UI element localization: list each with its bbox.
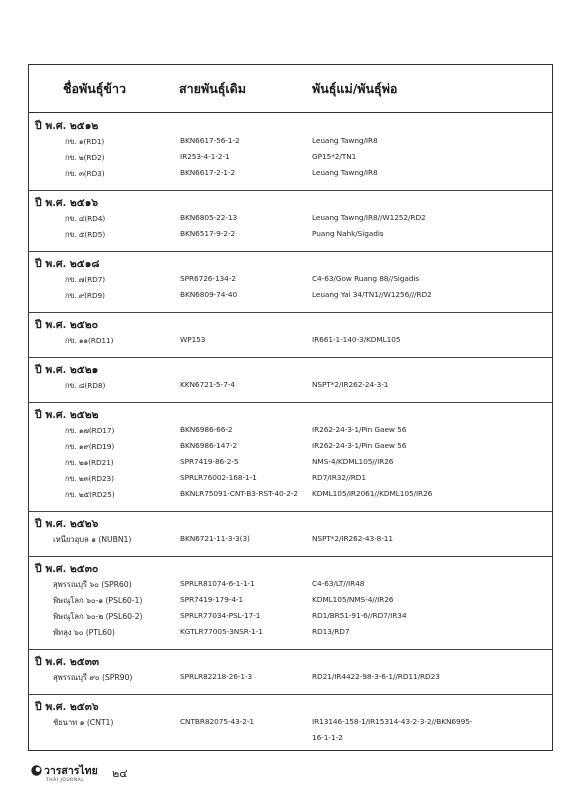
parents: KDML105/IR2061//KDML105/IR26 xyxy=(312,489,433,498)
original-line: SPR7419-86-2-5 xyxy=(180,457,239,466)
parents-cell xyxy=(312,274,419,283)
page-number: ๒๔ xyxy=(112,767,128,780)
year-heading: ปี พ.ศ. ๒๕๒๐ xyxy=(35,319,99,331)
year-heading: ปี พ.ศ. ๒๕๒๑ xyxy=(35,364,99,376)
section-divider xyxy=(29,511,552,512)
variety-name: กข. ๒(RD2) xyxy=(65,153,105,162)
parents: NSPT*2/IR262-24-3-1 xyxy=(312,380,389,389)
original-line: BKN6986-66-2 xyxy=(180,425,233,434)
original-line: CNTBR82075-43-2-1 xyxy=(180,717,255,726)
parents: C4-63/LT//IR48 xyxy=(312,579,365,588)
section-divider xyxy=(29,649,552,650)
variety-name: พิษณุโลก ๖๐-๑ (PSL60-1) xyxy=(53,596,143,605)
original-line: SPRLR76002-168-1-1 xyxy=(180,473,257,482)
table-row xyxy=(29,489,552,505)
parents-cell xyxy=(312,595,393,604)
variety-name: กข. ๑๑(RD11) xyxy=(65,336,114,345)
table-row xyxy=(29,136,552,152)
original-line: BKN6517-9-2-2 xyxy=(180,229,236,238)
parents: Puang Nahk/Sigadis xyxy=(312,229,384,238)
original-line: BKN6986-147-2 xyxy=(180,441,238,450)
journal-name: วารสารไทย xyxy=(44,765,98,777)
variety-name: กข. ๒๓(RD23) xyxy=(65,474,114,483)
original-line: BKN6809-74-40 xyxy=(180,290,238,299)
table-row xyxy=(29,152,552,168)
parents: Leuang Tawng/IR8 xyxy=(312,168,378,177)
section-divider xyxy=(29,694,552,695)
year-heading: ปี พ.ศ. ๒๕๑๖ xyxy=(35,197,99,209)
variety-name: กข. ๕(RD5) xyxy=(65,230,106,239)
variety-name: เหนียวอุบล ๑ (NUBN1) xyxy=(53,535,132,544)
table-row xyxy=(29,335,552,351)
parents: C4-63/Gow Ruang 88//Sigadis xyxy=(312,274,420,283)
variety-name: กข. ๔(RD4) xyxy=(65,214,106,223)
table-row xyxy=(29,473,552,489)
section-divider xyxy=(29,251,552,252)
year-heading: ปี พ.ศ. ๒๕๓๐ xyxy=(35,563,99,575)
parents-cell xyxy=(312,229,384,238)
variety-name: กข. ๑๙(RD19) xyxy=(65,442,115,451)
year-heading: ปี พ.ศ. ๒๕๒๒ xyxy=(35,409,99,421)
original-line: SPRLR77034-PSL-17-1 xyxy=(180,611,261,620)
table-row xyxy=(29,672,552,688)
original-line: KKN6721-5-7-4 xyxy=(180,380,235,389)
variety-name: สุพรรณบุรี ๙๐ (SPR90) xyxy=(53,673,133,682)
original-line: IR253-4-1-2-1 xyxy=(180,152,230,161)
original-line: BKN6805-22-13 xyxy=(180,213,238,222)
variety-name: กข. ๒๑(RD21) xyxy=(65,458,114,467)
table-row xyxy=(29,274,552,290)
variety-name: พิษณุโลก ๖๐-๒ (PSL60-2) xyxy=(53,612,143,621)
section-divider xyxy=(29,312,552,313)
variety-name: กข. ๙(RD9) xyxy=(65,291,105,300)
parents-cell xyxy=(312,672,440,681)
parents: IR661-1-140-3/KDML105 xyxy=(312,335,401,344)
year-heading: ปี พ.ศ. ๒๕๒๖ xyxy=(35,518,99,530)
table-row xyxy=(29,290,552,306)
parents: Leuang Tawng/IR8 xyxy=(312,136,378,145)
table-row xyxy=(29,168,552,184)
original-line: SPRLR81074-6-1-1-1 xyxy=(180,579,255,588)
year-heading: ปี พ.ศ. ๒๕๑๘ xyxy=(35,258,100,270)
variety-name: พัทลุง ๖๐ (PTL60) xyxy=(53,628,115,637)
table-row xyxy=(29,627,552,643)
year-heading: ปี พ.ศ. ๒๕๑๒ xyxy=(35,120,99,132)
original-line: BKNLR75091-CNT-B3-RST-40-2-2 xyxy=(180,489,298,498)
header-variety-name: ชื่อพันธุ์ข้าว xyxy=(63,81,126,96)
section-divider xyxy=(29,556,552,557)
table-row xyxy=(29,441,552,457)
original-line: SPRLR82218-26-1-3 xyxy=(180,672,253,681)
table-header xyxy=(29,65,552,112)
parents-cell xyxy=(312,489,432,498)
header-divider xyxy=(29,112,552,113)
parents: RD21/IR4422-98-3-6-1//RD11/RD23 xyxy=(312,672,440,681)
parents: NMS-4/KDML105//IR26 xyxy=(312,457,394,466)
parents: Leuang Yai 34/TN1//W1256///RD2 xyxy=(312,290,432,299)
section-divider xyxy=(29,190,552,191)
parents-cell xyxy=(312,380,388,389)
parents: GP15*2/TN1 xyxy=(312,152,357,161)
parents-cell xyxy=(312,717,472,742)
parents-cell xyxy=(312,627,349,636)
variety-name: กข. ๑๗(RD17) xyxy=(65,426,115,435)
parents: IR262-24-3-1/Pin Gaew 56 xyxy=(312,425,407,434)
parents: RD1/BR51-91-6//RD7/IR34 xyxy=(312,611,407,620)
table-row xyxy=(29,380,552,396)
variety-name: กข. ๒๕(RD25) xyxy=(65,490,115,499)
parents-cell xyxy=(312,136,378,145)
parents-cell xyxy=(312,290,432,299)
parents-cell xyxy=(312,152,356,161)
table-row xyxy=(29,457,552,473)
variety-name: กข. ๗(RD7) xyxy=(65,275,106,284)
table-row xyxy=(29,534,552,550)
parents: KDML105/NMS-4//IR26 xyxy=(312,595,394,604)
original-line: WP153 xyxy=(180,335,206,344)
journal-english-name: THAI JOURNAL xyxy=(46,778,85,783)
parents-cell xyxy=(312,534,393,543)
rice-varieties-table xyxy=(28,64,553,751)
parents: RD7/IR32//RD1 xyxy=(312,473,366,482)
journal-logo-icon xyxy=(30,764,43,777)
parents-cell xyxy=(312,168,378,177)
table-row xyxy=(29,595,552,611)
parents-cell xyxy=(312,213,426,222)
parents-cell xyxy=(312,579,364,588)
parents: RD13/RD7 xyxy=(312,627,350,636)
parents-cell xyxy=(312,441,406,450)
table-row xyxy=(29,717,552,742)
page-footer xyxy=(30,761,180,789)
variety-name: ชัยนาท ๑ (CNT1) xyxy=(53,718,114,727)
table-row xyxy=(29,611,552,627)
table-row xyxy=(29,579,552,595)
table-row xyxy=(29,213,552,229)
parents: Leuang Tawng/IR8//W1252/RD2 xyxy=(312,213,426,222)
original-line: SPR6726-134-2 xyxy=(180,274,236,283)
table-row xyxy=(29,229,552,245)
variety-name: กข. ๘(RD8) xyxy=(65,381,106,390)
original-line: BKN6721-11-3-3(3) xyxy=(180,534,250,543)
parents-cell xyxy=(312,425,406,434)
variety-name: กข. ๓(RD3) xyxy=(65,169,105,178)
parents: NSPT*2/IR262-43-8-11 xyxy=(312,534,394,543)
year-heading: ปี พ.ศ. ๒๕๓๓ xyxy=(35,656,100,668)
header-original-line: สายพันธุ์เดิม xyxy=(179,81,247,96)
original-line: KGTLR77005-3NSR-1-1 xyxy=(180,627,263,636)
parents-cell xyxy=(312,335,400,344)
parents-cell xyxy=(312,457,393,466)
original-line: SPR7419-179-4-1 xyxy=(180,595,244,604)
parents-continued: 16-1-1-2 xyxy=(312,733,343,742)
year-heading: ปี พ.ศ. ๒๕๓๖ xyxy=(35,701,99,713)
header-parents: พันธุ์แม่/พันธุ์พ่อ xyxy=(312,81,398,96)
parents: IR262-24-3-1/Pin Gaew 56 xyxy=(312,441,407,450)
variety-name: กข. ๑(RD1) xyxy=(65,137,105,146)
original-line: BKN6617-56-1-2 xyxy=(180,136,240,145)
section-divider xyxy=(29,357,552,358)
table-row xyxy=(29,425,552,441)
parents-cell xyxy=(312,611,407,620)
parents-cell xyxy=(312,473,366,482)
original-line: BKN6617-2-1-2 xyxy=(180,168,236,177)
parents: IR13146-158-1/IR15314-43-2-3-2//BKN6995- xyxy=(312,717,473,726)
section-divider xyxy=(29,402,552,403)
variety-name: สุพรรณบุรี ๖๐ (SPR60) xyxy=(53,580,132,589)
